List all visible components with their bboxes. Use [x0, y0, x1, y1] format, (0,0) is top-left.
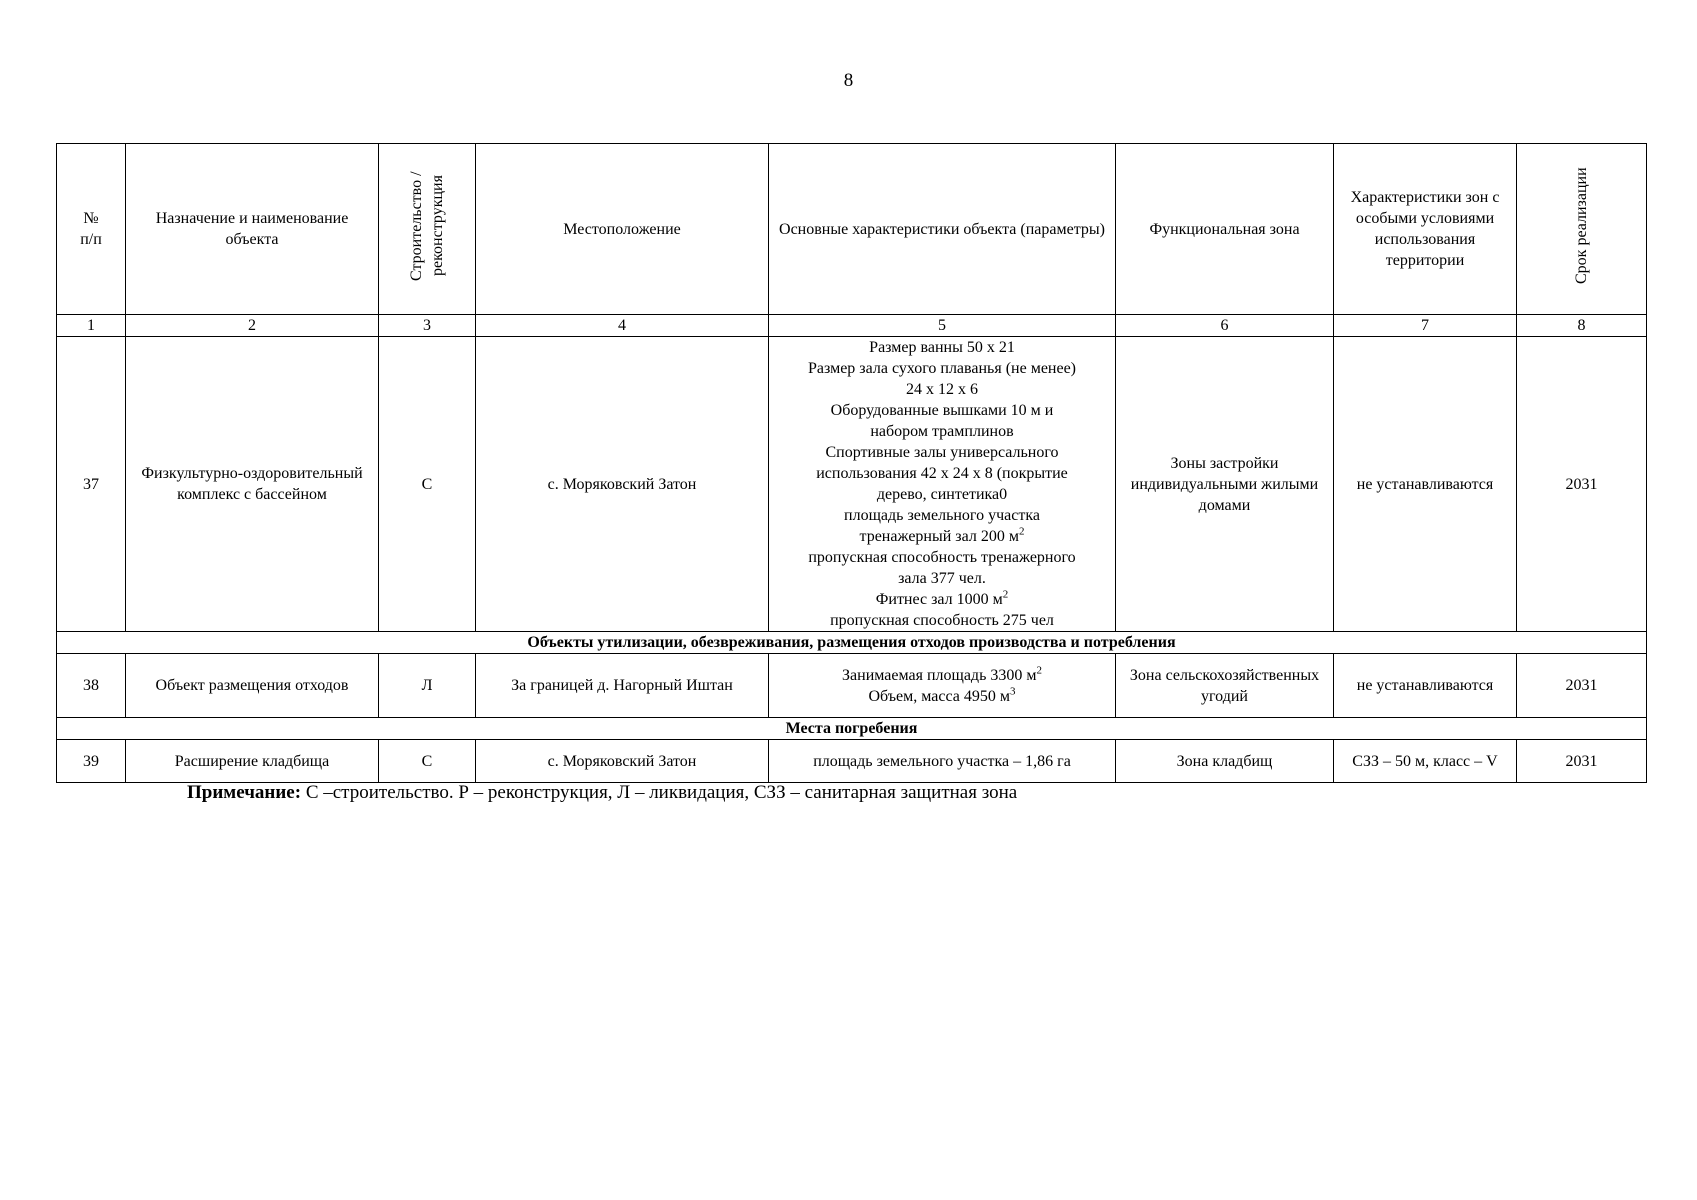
row-zone: Зона кладбищ — [1116, 740, 1334, 783]
column-number: 8 — [1517, 315, 1647, 337]
section-title: Объекты утилизации, обезвреживания, размещения отходов производства и потребления — [57, 632, 1647, 654]
row-special: не устанавливаются — [1334, 337, 1517, 632]
section-header — [57, 632, 1647, 654]
table-row — [57, 740, 1647, 783]
header-type: Строительство / реконструкция — [379, 144, 476, 315]
row-num: 37 — [57, 337, 126, 632]
header-term: Срок реализации — [1517, 144, 1647, 315]
header-special: Характеристики зон с особыми условиями использования территории — [1334, 144, 1517, 315]
row-term: 2031 — [1517, 337, 1647, 632]
header-row — [57, 144, 1647, 315]
row-params: Занимаемая площадь 3300 $м^2$ Объем, масса 4950 $м^3$ — [769, 654, 1116, 718]
footnote-label: Примечание: — [187, 782, 302, 803]
table-row — [57, 337, 1647, 632]
row-type: С — [379, 337, 476, 632]
footnote — [187, 782, 1017, 804]
objects-table — [56, 143, 1647, 783]
row-params: Размер ванны 50 х 21 Размер зала сухого плаванья (не менее) 24 х 12 х 6 Оборудованные вышками 10 м и набором трамплинов Спортивные залы универсального использования 42 х 24 х 8 (покрытие дерево, синтетика0 площадь земельного участка тренажерный зал 200 $м^2$ пропускная способность тренажерного зала 377 чел. Фитнес зал 1000 $м^2$ пропускная способность 275 чел — [769, 337, 1116, 632]
header-zone: Функциональная зона — [1116, 144, 1334, 315]
column-number: 5 — [769, 315, 1116, 337]
header-location: Местоположение — [476, 144, 769, 315]
column-number: 7 — [1334, 315, 1517, 337]
row-name: Физкультурно-оздоровительный комплекс с бассейном — [126, 337, 379, 632]
section-title: Места погребения — [57, 718, 1647, 740]
column-number: 2 — [126, 315, 379, 337]
row-special: СЗЗ – 50 м, класс – V — [1334, 740, 1517, 783]
row-num: 39 — [57, 740, 126, 783]
section-header — [57, 718, 1647, 740]
row-zone: Зоны застройки индивидуальными жилыми домами — [1116, 337, 1334, 632]
row-term: 2031 — [1517, 654, 1647, 718]
row-location: с. Моряковский Затон — [476, 337, 769, 632]
column-number: 4 — [476, 315, 769, 337]
row-name: Объект размещения отходов — [126, 654, 379, 718]
row-special: не устанавливаются — [1334, 654, 1517, 718]
row-params: площадь земельного участка – 1,86 га — [769, 740, 1116, 783]
column-number: 6 — [1116, 315, 1334, 337]
row-type: Л — [379, 654, 476, 718]
row-term: 2031 — [1517, 740, 1647, 783]
column-number: 3 — [379, 315, 476, 337]
row-type: С — [379, 740, 476, 783]
column-number: 1 — [57, 315, 126, 337]
page-number: 8 — [843, 70, 854, 91]
header-params: Основные характеристики объекта (параметры) — [769, 144, 1116, 315]
column-number-row — [57, 315, 1647, 337]
row-location: с. Моряковский Затон — [476, 740, 769, 783]
footnote-text: С –строительство. Р – реконструкция, Л – ликвидация, СЗЗ – санитарная защитная зона — [301, 782, 1018, 803]
row-name: Расширение кладбища — [126, 740, 379, 783]
row-num: 38 — [57, 654, 126, 718]
row-location: За границей д. Нагорный Иштан — [476, 654, 769, 718]
header-name: Назначение и наименование объекта — [126, 144, 379, 315]
header-num: № п/п — [57, 144, 126, 315]
table-row — [57, 654, 1647, 718]
row-zone: Зона сельскохозяйственных угодий — [1116, 654, 1334, 718]
